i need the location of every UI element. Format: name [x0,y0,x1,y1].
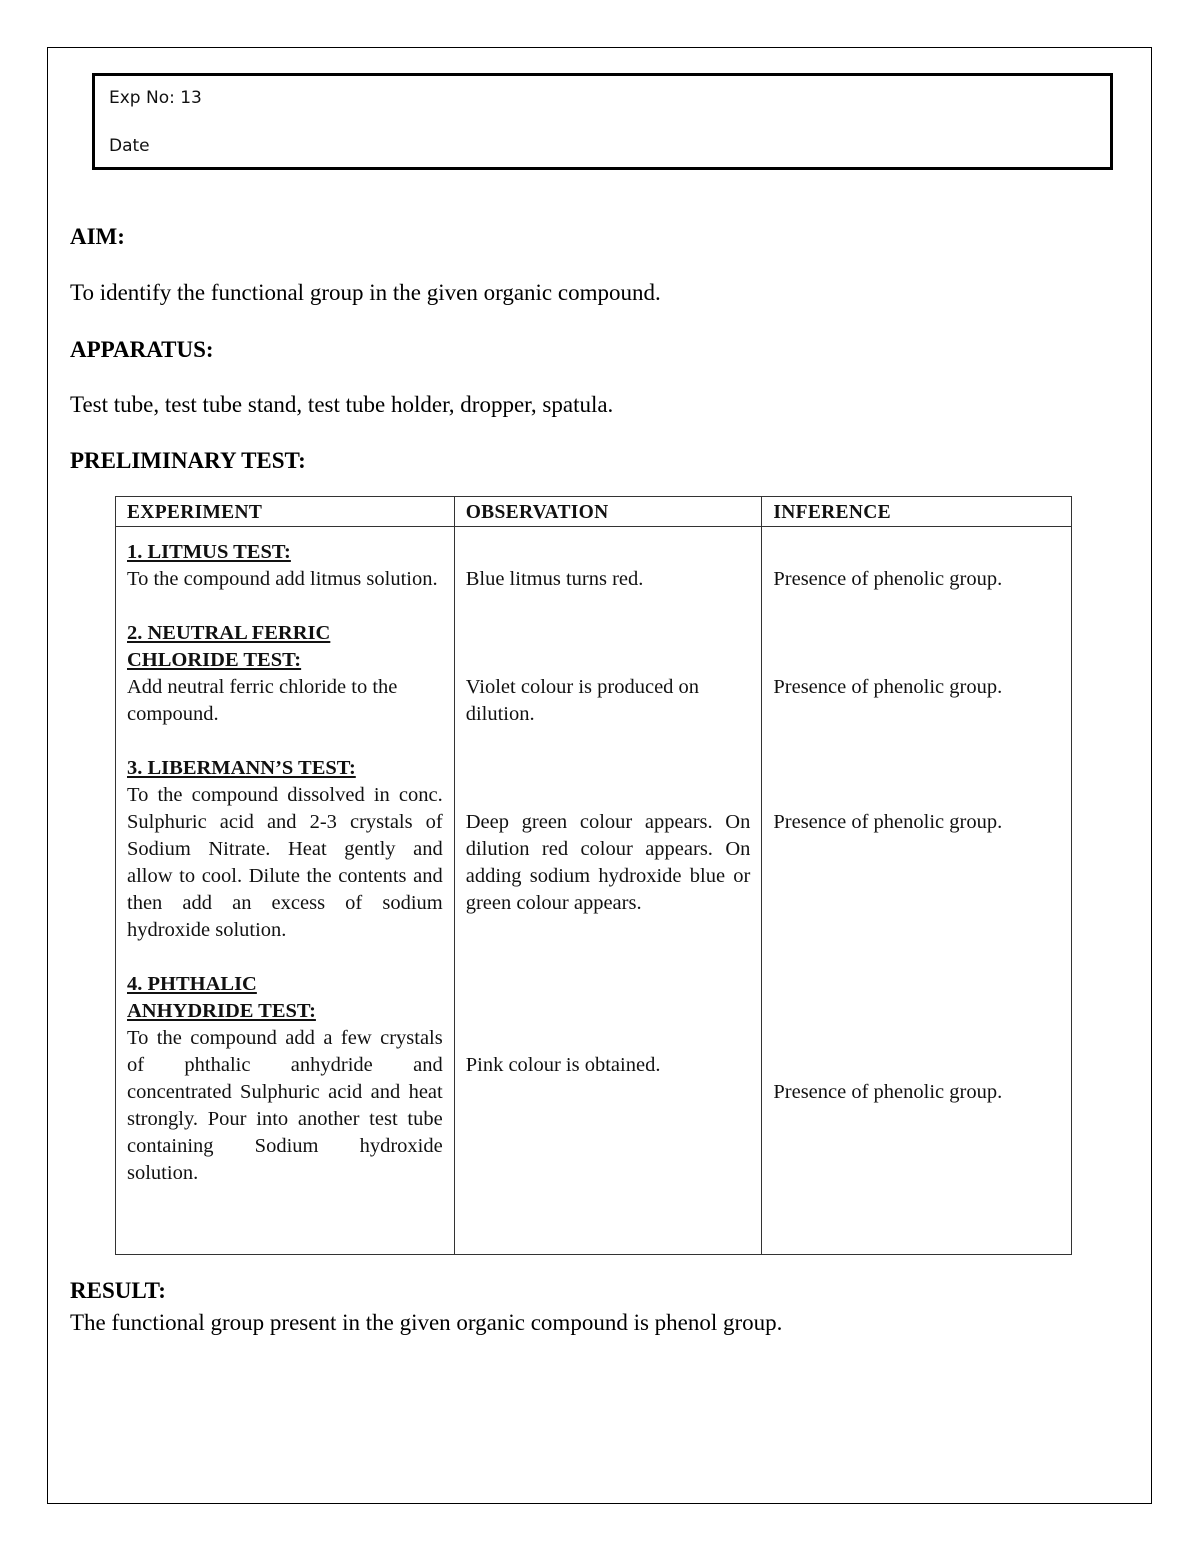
date-label: Date [109,136,150,156]
test-inference: Presence of phenolic group. [773,568,1003,590]
experiment-header-box [92,73,1113,170]
test-procedure: To the compound add a few crystals of phthalic anhydride and concentrated Sulphuric acid and heat strongly. Pour into another test tube containing Sodium hydroxide solution. [127,1027,443,1184]
test-observation: Violet colour is produced on dilution. [465,676,700,725]
test-inference: Presence of phenolic group. [773,1081,1003,1103]
preliminary-test-heading: PRELIMINARY TEST: [70,448,306,473]
test-observation: Blue litmus turns red. [465,568,644,590]
experiment-cell [116,527,455,1255]
test-procedure: To the compound dissolved in conc. Sulphuric acid and 2-3 crystals of Sodium Nitrate. Heat gently and allow to cool. Dilute the contents and then add an excess of sodium hydroxide solution. [127,784,443,941]
column-header-observation: OBSERVATION [454,497,762,527]
test-observation: Deep green colour appears. On dilution red colour appears. On adding sodium hydroxide blue or green colour appears. [465,811,751,914]
apparatus-heading: APPARATUS: [70,337,214,362]
preliminary-test-table [115,496,1072,1255]
table-header-row [116,497,1072,527]
inference-cell [762,527,1072,1255]
test-title: 3. LIBERMANN’S TEST: [127,757,356,779]
test-title: 2. NEUTRAL FERRIC CHLORIDE TEST: [127,622,331,671]
aim-text: To identify the functional group in the given organic compound. [70,280,661,305]
test-inference: Presence of phenolic group. [773,676,1003,698]
observation-cell [454,527,762,1255]
column-header-inference: INFERENCE [762,497,1072,527]
table-row [116,527,1072,1255]
apparatus-text: Test tube, test tube stand, test tube holder, dropper, spatula. [70,392,614,417]
test-title: 4. PHTHALIC ANHYDRIDE TEST: [127,973,316,1022]
test-procedure: Add neutral ferric chloride to the compound. [127,676,398,725]
result-text: The functional group present in the given organic compound is phenol group. [70,1310,783,1335]
aim-heading: AIM: [70,224,125,249]
test-inference: Presence of phenolic group. [773,811,1003,833]
test-procedure: To the compound add litmus solution. [127,568,438,590]
test-observation: Pink colour is obtained. [465,1054,661,1076]
exp-number: Exp No: 13 [109,88,202,108]
test-title: 1. LITMUS TEST: [127,541,291,563]
result-heading: RESULT: [70,1278,166,1303]
column-header-experiment: EXPERIMENT [116,497,455,527]
